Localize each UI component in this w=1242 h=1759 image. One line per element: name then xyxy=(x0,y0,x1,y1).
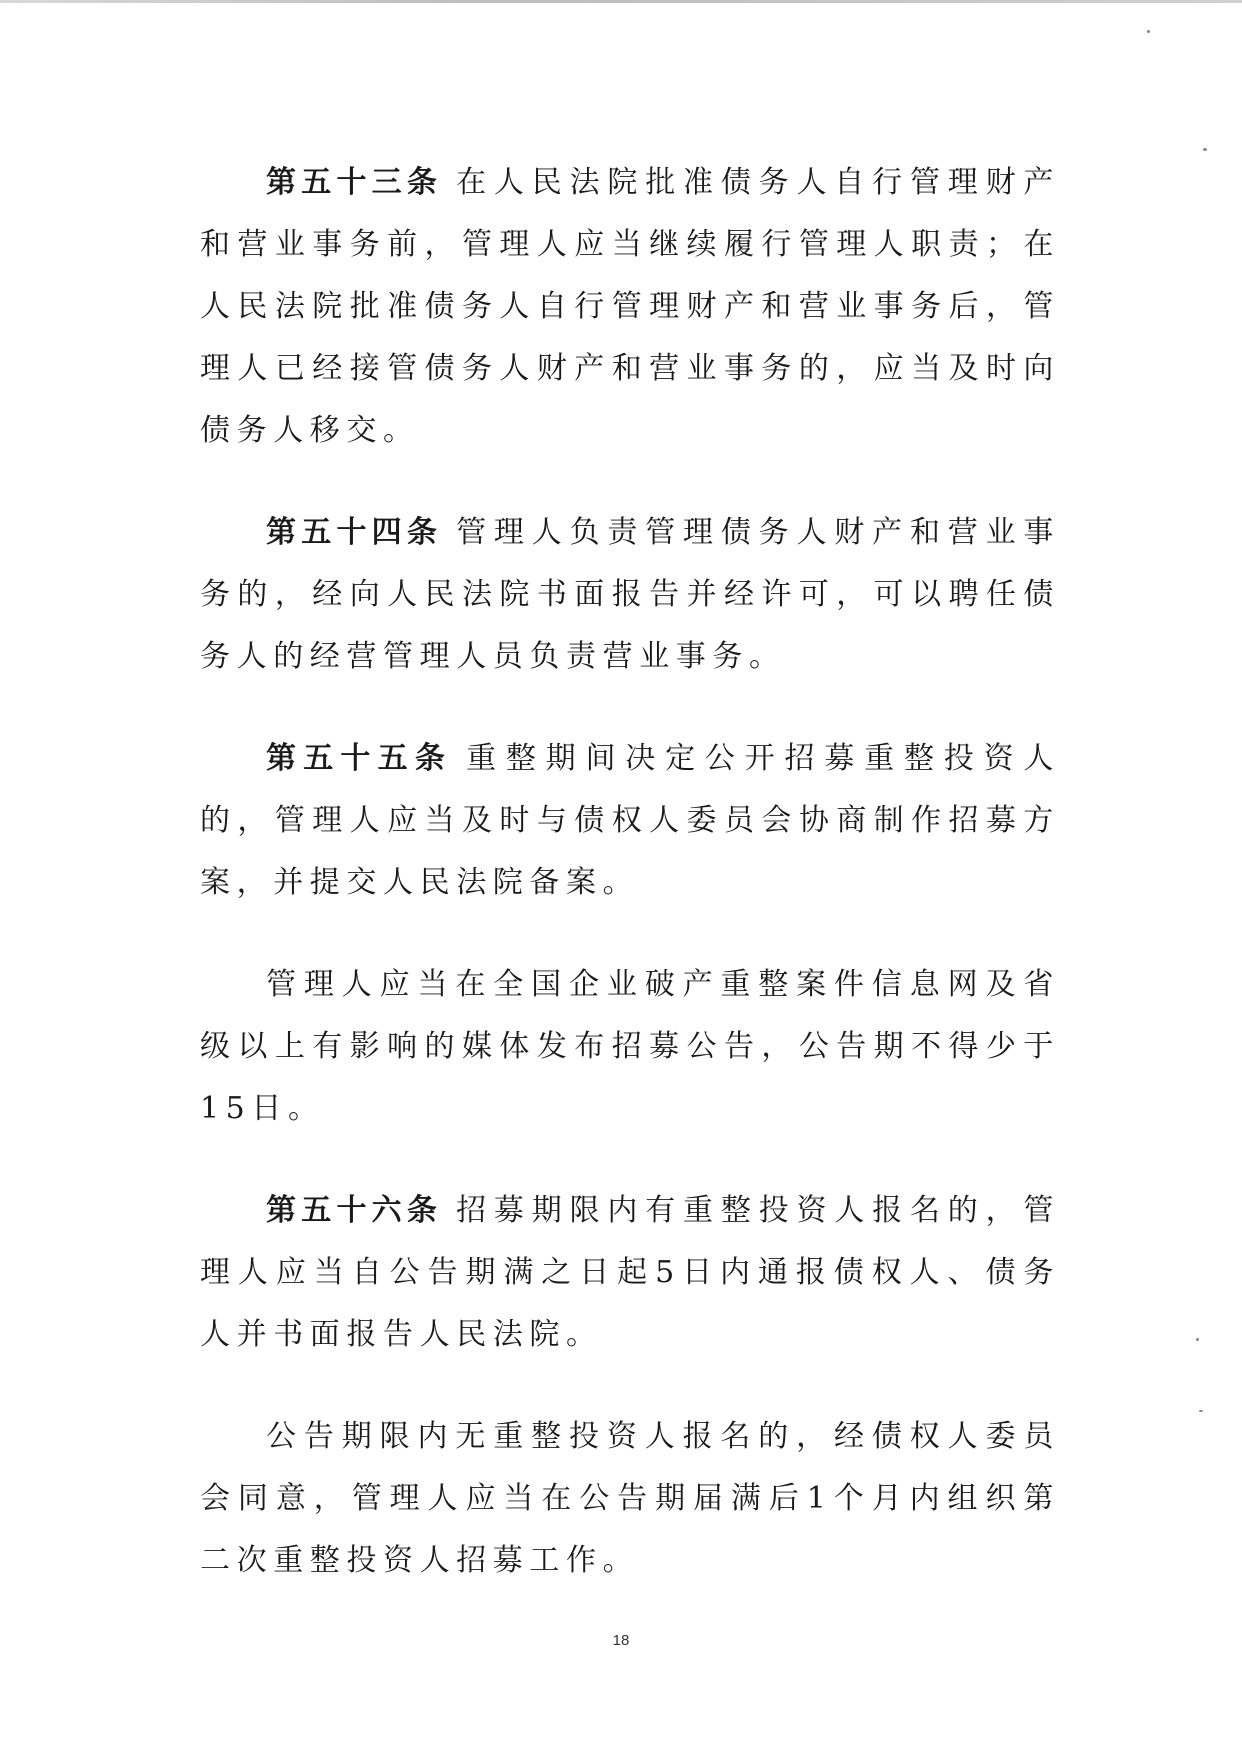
scan-speck xyxy=(1196,1338,1199,1341)
article-number: 第五十六条 xyxy=(266,1193,443,1228)
paragraph-text: 公告期限内无重整投资人报名的，经债权人委员会同意，管理人应当在公告期届满后1个月内组织第二次重整投资人招募工作。 xyxy=(200,1419,1060,1578)
paragraph-text: 重整期间决定公开招募重整投资人的，管理人应当及时与债权人委员会协商制作招募方案，并提交人民法院备案。 xyxy=(200,741,1061,900)
page-number: 18 xyxy=(612,1632,630,1649)
paragraph-article-55 xyxy=(200,728,1060,914)
article-number: 第五十三条 xyxy=(266,165,443,200)
paragraph-text: 管理人负责管理债务人财产和营业事务的，经向人民法院书面报告并经许可，可以聘任债务人的经营管理人员负责营业事务。 xyxy=(200,515,1061,674)
paragraph-article-55-clause-2 xyxy=(200,954,1060,1140)
scan-speck xyxy=(1199,1410,1203,1412)
article-number: 第五十五条 xyxy=(266,741,453,776)
paragraph-article-54 xyxy=(200,502,1060,688)
scan-speck xyxy=(1147,30,1150,33)
document-body xyxy=(200,152,1060,1592)
scan-top-edge xyxy=(0,0,1242,3)
paragraph-text: 管理人应当在全国企业破产重整案件信息网及省级以上有影响的媒体发布招募公告，公告期不得少于15日。 xyxy=(200,967,1060,1126)
paragraph-text: 招募期限内有重整投资人报名的，管理人应当自公告期满之日起5日内通报债权人、债务人并书面报告人民法院。 xyxy=(200,1193,1061,1352)
paragraph-text: 在人民法院批准债务人自行管理财产和营业事务前，管理人应当继续履行管理人职责；在人民法院批准债务人自行管理财产和营业事务后，管理人已经接管债务人财产和营业事务的，应当及时向债务人移交。 xyxy=(200,165,1061,448)
paragraph-article-56 xyxy=(200,1180,1060,1366)
paragraph-article-56-clause-2 xyxy=(200,1406,1060,1592)
article-number: 第五十四条 xyxy=(266,515,443,550)
paragraph-article-53 xyxy=(200,152,1060,462)
scan-speck xyxy=(1203,148,1207,151)
